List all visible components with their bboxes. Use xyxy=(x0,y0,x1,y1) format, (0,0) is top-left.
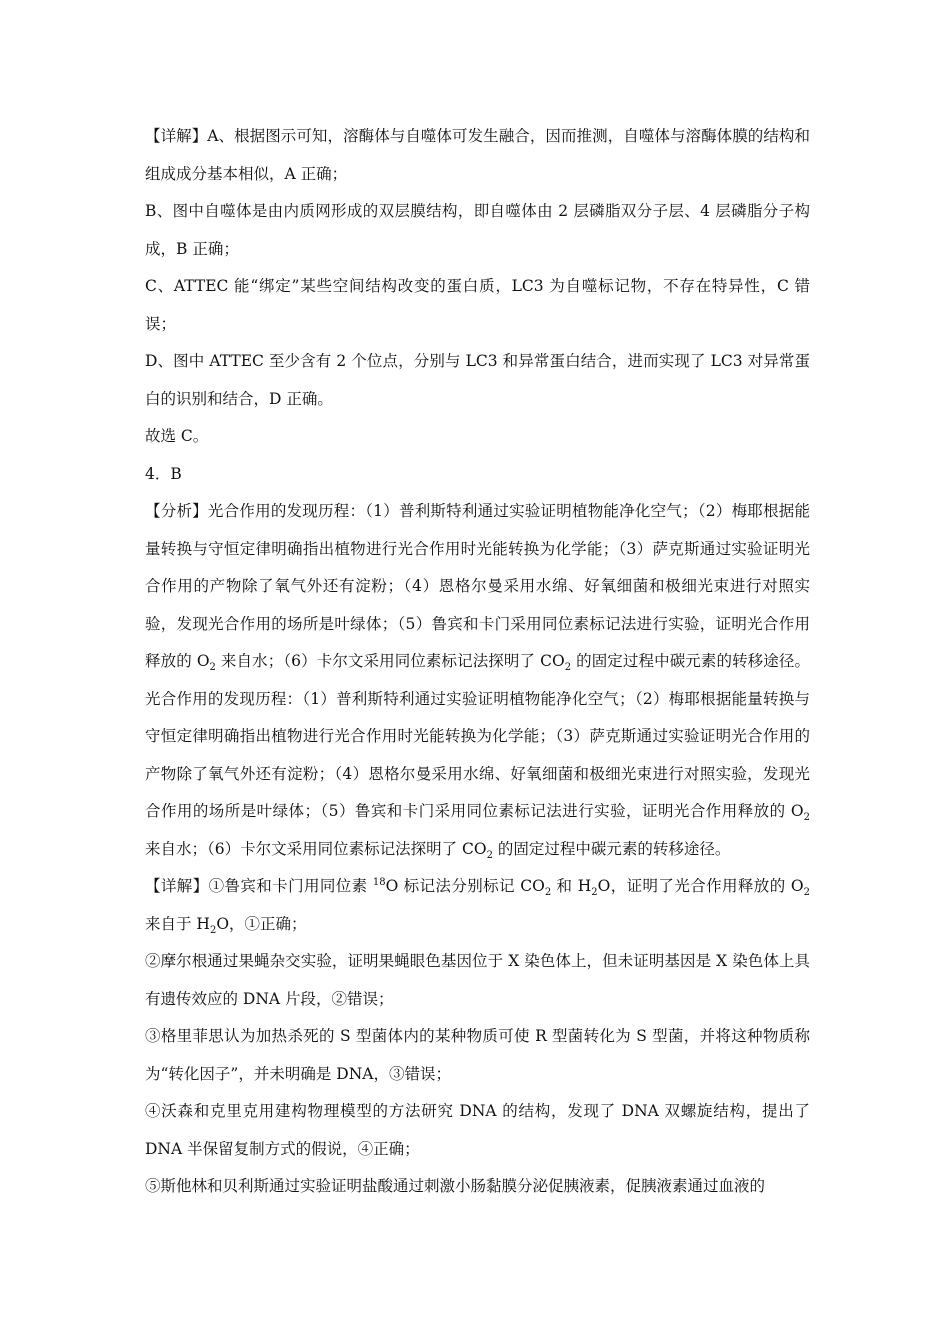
subscript-2: 2 xyxy=(591,887,598,899)
q4-detail1-text-b: O 标记法分别标记 CO xyxy=(385,877,545,895)
q4-detail1-text-e: 来自于 H xyxy=(145,914,210,933)
subscript-2: 2 xyxy=(544,887,552,899)
superscript-18: 18 xyxy=(372,876,386,888)
subscript-2: 2 xyxy=(486,849,493,861)
q4-analysis-text-b: 来自水；（6）卡尔文采用同位素标记法探明了 CO xyxy=(215,652,565,670)
subscript-2: 2 xyxy=(209,662,216,674)
q4-detail1-text-a: 【详解】①鲁宾和卡门用同位素 xyxy=(145,877,373,895)
q4-detail-item-3: ③格里菲思认为加热杀死的 S 型菌体内的某种物质可使 R 型菌转化为 S 型菌，并将这种物质称为“转化因子”，并未明确是 DNA，③错误； xyxy=(145,1027,810,1083)
q3-detail-d: D、图中 ATTEC 至少含有 2 个位点，分别与 LC3 和异常蛋白结合，进而实现了 LC3 对异常蛋白的识别和结合，D 正确。 xyxy=(145,352,810,408)
q4-analysis-text-d: 来自水；（6）卡尔文采用同位素标记法探明了 CO xyxy=(145,839,487,858)
subscript-2: 2 xyxy=(803,812,810,824)
q4-detail-item-1 xyxy=(145,868,810,943)
q4-detail1-text-f: O，①正确； xyxy=(216,914,307,933)
q4-detail-item-4: ④沃森和克里克用建构物理模型的方法研究 DNA 的结构，发现了 DNA 双螺旋结构，提出了 DNA 半保留复制方式的假说，④正确； xyxy=(145,1102,810,1158)
q4-analysis-text-c: 的固定过程中碳元素的转移途径。光合作用的发现历程：（1）普利斯特利通过实验证明植物能净化空气；（2）梅耶根据能量转换与守恒定律明确指出植物进行光合作用时光能转换为化学能；（3）萨克斯通过实验证明光合作用的产物除了氧气外还有淀粉；（4）恩格尔曼采用水绵、好氧细菌和极细光束进行对照实验，发现光合作用的场所是叶绿体；（5）鲁宾和卡门采用同位素标记法进行实验，证明光合作用释放的 O xyxy=(145,652,810,820)
subscript-2: 2 xyxy=(209,924,217,936)
q4-detail-item-5: ⑤斯他林和贝利斯通过实验证明盐酸通过刺激小肠黏膜分泌促胰液素，促胰液素通过血液的 xyxy=(145,1177,766,1195)
q4-analysis-text-a: 【分析】光合作用的发现历程：（1）普利斯特利通过实验证明植物能净化空气；（2）梅耶根据能量转换与守恒定律明确指出植物进行光合作用时光能转换为化学能；（3）萨克斯通过实验证明光合作用的产物除了氧气外还有淀粉；（4）恩格尔曼采用水绵、好氧细菌和极细光束进行对照实验，发现光合作用的场所是叶绿体；（5）鲁宾和卡门采用同位素标记法进行实验，证明光合作用释放的 O xyxy=(145,502,810,670)
q4-detail-item-2: ②摩尔根通过果蝇杂交实验，证明果蝇眼色基因位于 X 染色体上，但未证明基因是 X 染色体上具有遗传效应的 DNA 片段，②错误； xyxy=(145,952,810,1008)
document-body xyxy=(145,118,810,1206)
q4-analysis xyxy=(145,493,810,868)
q4-detail1-text-d: O，证明了光合作用释放的 O xyxy=(597,877,804,895)
q4-detail1-text-c: 和 H xyxy=(551,877,592,895)
q4-analysis-text-e: 的固定过程中碳元素的转移途径。 xyxy=(492,839,731,858)
subscript-2: 2 xyxy=(564,662,572,674)
q3-detail-a: 【详解】A、根据图示可知，溶酶体与自噬体可发生融合，因而推测，自噬体与溶酶体膜的结构和组成成分基本相似，A 正确； xyxy=(145,127,810,183)
q3-detail-b: B、图中自噬体是由内质网形成的双层膜结构，即自噬体由 2 层磷脂双分子层、4 层磷脂分子构成，B 正确； xyxy=(145,202,810,258)
q3-detail-c: C、ATTEC 能“绑定”某些空间结构改变的蛋白质，LC3 为自噬标记物，不存在特异性，C 错误； xyxy=(145,277,810,333)
q4-answer: 4．B xyxy=(145,464,182,483)
q3-conclusion: 故选 C。 xyxy=(145,427,209,445)
subscript-2: 2 xyxy=(803,887,810,899)
